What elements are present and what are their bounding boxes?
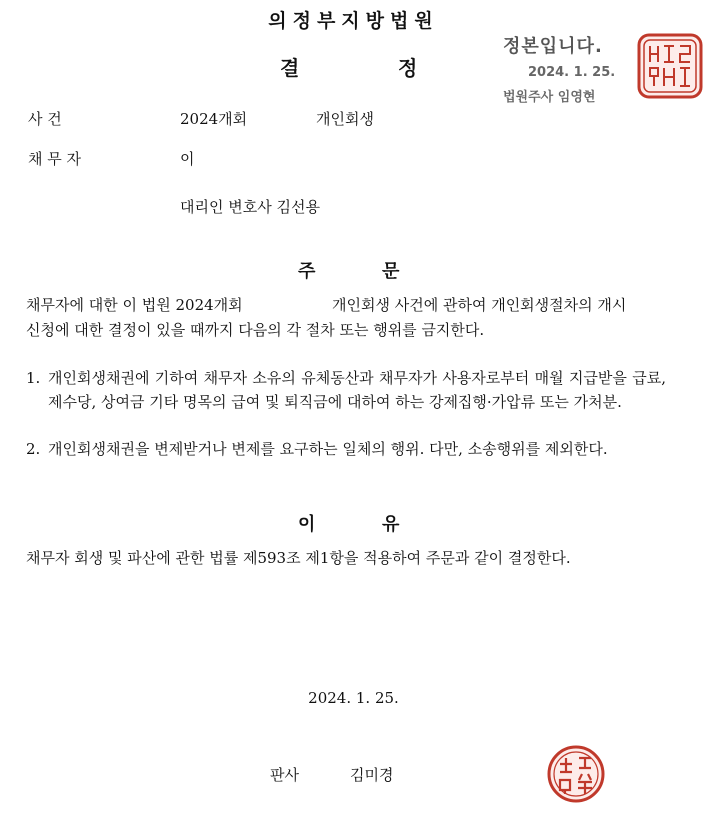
- order-item-2: [26, 437, 666, 461]
- case-label: 사 건: [28, 110, 62, 128]
- reason-text: 채무자 회생 및 파산에 관한 법률 제593조 제1항을 적용하여 주문과 같이 결정한다.: [26, 549, 571, 567]
- order-item-1: [26, 366, 666, 414]
- order-intro-line1: 채무자에 대한 이 법원 2024개회: [26, 296, 243, 314]
- order-heading-left: 주: [298, 261, 316, 282]
- court-name: 의정부지방법원: [268, 10, 439, 32]
- certified-copy-label: 정본입니다.: [503, 36, 603, 57]
- reason-heading-left: 이: [298, 514, 316, 535]
- judge-name: 김미경: [350, 766, 394, 784]
- doc-title-right: 정: [398, 56, 418, 80]
- order-intro-line1-rest: 개인회생 사건에 관하여 개인회생절차의 개시: [332, 296, 627, 314]
- decision-date: 2024. 1. 25.: [308, 689, 399, 707]
- order-item-text: 개인회생채권에 기하여 채무자 소유의 유체동산과 채무자가 사용자로부터 매월 지급받을 급료, 제수당, 상여금 기타 명목의 급여 및 퇴직금에 대하여 하는 강제집행·가압류 또는 가처분.: [48, 369, 666, 411]
- case-number: 2024개회: [180, 110, 248, 128]
- court-seal-icon: [636, 32, 704, 100]
- order-item-number: 2.: [26, 440, 41, 458]
- case-type: 개인회생: [316, 110, 374, 128]
- order-item-text: 개인회생채권을 변제받거나 변제를 요구하는 일체의 행위. 다만, 소송행위를 제외한다.: [48, 440, 608, 458]
- debtor-label: 채 무 자: [28, 150, 82, 168]
- certification-clerk: 법원주사 임영현: [503, 90, 596, 105]
- debtor-name: 이: [180, 150, 195, 168]
- certification-date: 2024. 1. 25.: [528, 65, 616, 80]
- judge-title: 판사: [270, 766, 299, 784]
- agent-info: 대리인 변호사 김선용: [180, 198, 320, 216]
- reason-heading-right: 유: [382, 514, 400, 535]
- order-item-number: 1.: [26, 369, 41, 387]
- judge-seal-icon: [546, 744, 606, 804]
- order-intro-line2: 신청에 대한 결정이 있을 때까지 다음의 각 절차 또는 행위를 금지한다.: [26, 321, 485, 339]
- doc-title-left: 결: [280, 56, 300, 80]
- order-heading-right: 문: [382, 261, 400, 282]
